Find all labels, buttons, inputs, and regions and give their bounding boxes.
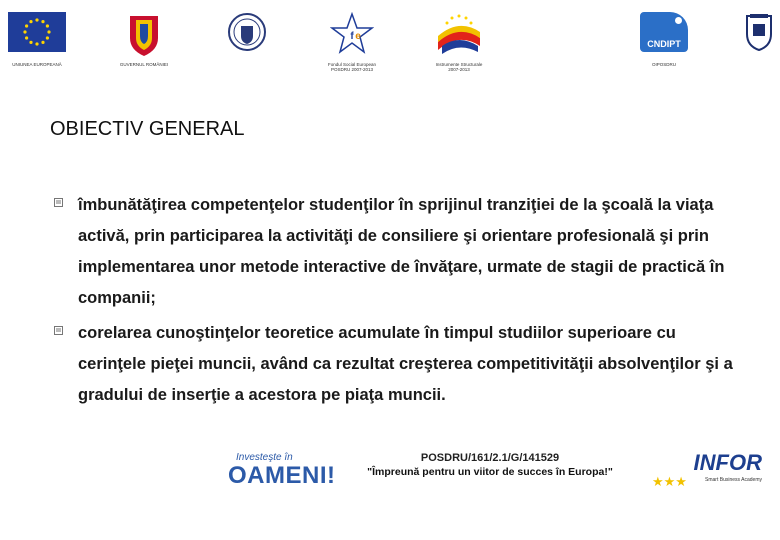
seal-icon [228,12,266,52]
cndipt-logo [640,12,688,67]
svg-text:e: e [355,31,361,42]
cndipt-text: CNDIPT [647,39,681,49]
page-title: OBIECTIV GENERAL [50,118,245,140]
university-crest-logo [744,12,774,52]
invest-in-people-logo [228,452,336,496]
infor-logo [652,452,762,492]
structural-instruments-icon [432,12,486,56]
crest-icon [744,12,774,52]
fse-logo [327,12,377,72]
gov-caption: GUVERNUL ROMÂNIEI [119,62,169,67]
infor-text: INFOR [693,450,762,475]
coat-of-arms-icon [122,12,166,58]
list-item [54,318,744,411]
objectives-list [54,190,744,411]
is-caption-2: 2007-2013 [448,67,470,72]
fse-caption-1: Fondul Social European [327,62,377,67]
bullet-icon [54,198,63,207]
eu-flag-logo [8,12,66,67]
oameni-small-text: Investeşte în [236,452,293,463]
objective-text: corelarea cunoştinţelor teoretice acumulate în timpul studiilor superioare cu cerinţele pieţei muncii, având ca rezultat creşterea competitivităţii absolvenţilor şi a gradului de inserţie a acestora pe piaţa muncii. [78,324,733,404]
project-slogan: "Împreună pentru un viitor de succes în Europa!" [367,466,613,478]
oameni-big-text: OAMENI! [228,462,336,489]
is-caption-1: Instrumente Structurale [435,62,483,67]
romania-government-logo [119,12,169,67]
fse-star-icon [330,12,374,58]
stars-icon: ★★★ [652,474,687,489]
cndipt-caption: OIPOSDRU [651,62,676,67]
objective-text: îmbunătăţirea competenţelor studenţilor în sprijinul tranziţiei de la şcoală la viaţa activă, prin participarea la activităţi de consiliere şi orientare profesională şi prin implementarea unor metode interactive de învăţare, urmate de stagii de practică în companii; [78,196,725,307]
eu-stars-icon [8,12,66,52]
structural-instruments-logo [432,12,486,72]
bullet-icon [54,326,63,335]
project-info [340,452,640,478]
svg-text:f: f [350,31,354,42]
list-item [54,190,744,314]
project-code: POSDRU/161/2.1/G/141529 [420,452,560,464]
infor-subtitle: Smart Business Academy [705,477,762,483]
eu-caption: UNIUNEA EUROPEANĂ [12,62,62,67]
fse-caption-2: POSDRU 2007-2013 [330,67,374,72]
ministry-seal-logo [228,12,266,52]
